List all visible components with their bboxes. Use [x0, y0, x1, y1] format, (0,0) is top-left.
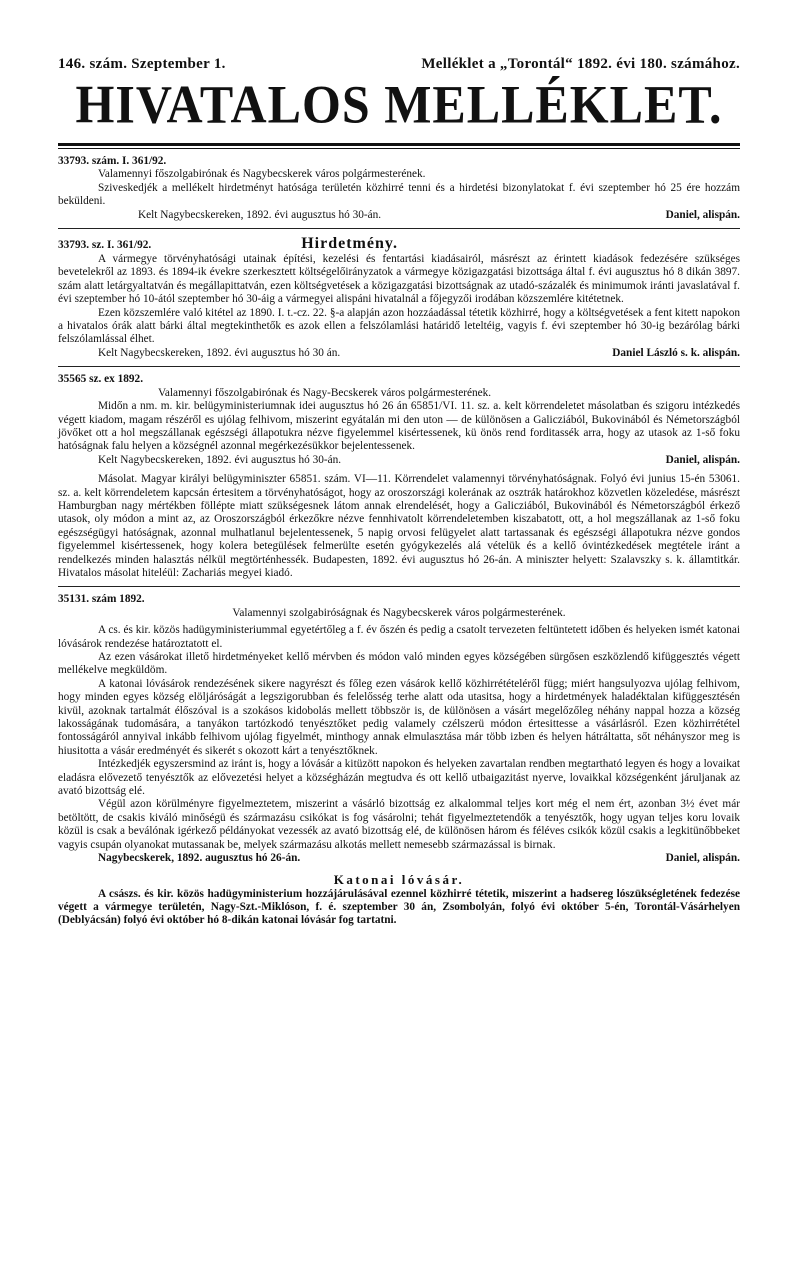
date-line: Nagybecskerek, 1892. augusztus hó 26-án. [98, 852, 301, 865]
section-title: Katonai lóvásár. [333, 871, 465, 887]
reference-number: 35131. szám 1892. [58, 593, 145, 606]
reference-number: 33793. sz. I. 361/92. [58, 239, 152, 252]
paragraph: Végül azon körülményre figyelmeztetem, miszerint a vásárló bizottság ez alkalommal teljes kort még el nem ért, azonban 3½ évet már betöltött, de csakis kiváló minőségü és származásu csikókat is fog vásárolni; tehát figyelmeztetendők a tenyésztők, hogy ugyan teljes koru lovaik közül is csak a beválónak igérkező példányokat vezessék az avató bizottság elé, de különösen három és féléves csikók közül csakis a legkitünőbbeket vagyis csupán olyanokat mutassanak be, melyek származásu alkotás mellett nemesebb származással is birnak. [58, 798, 740, 851]
section-notice-3 [58, 373, 740, 580]
addressee: Valamennyi főszolgabirónak és Nagybecskerek város polgármesterének. [98, 168, 426, 181]
paragraph: A cs. és kir. közös hadügyministeriummal egyetértőleg a f. év őszén és pedig a csatolt tervezeten feltüntetett időben és helyeken ismét katonai lóvásárok rendezése határoztatott el. [58, 624, 740, 650]
supplement-note: Melléklet a „Torontál“ 1892. évi 180. számához. [421, 56, 740, 72]
date-line: Kelt Nagybecskereken, 1892. évi augusztus hó 30-án. [98, 453, 342, 466]
paragraph: A katonai lóvásárok rendezésének sikere nagyrészt és főleg ezen vásárok kellő közhirrétételéről függ; miért hangsulyozva ujólag felhivom, hogy minden egyes község elöljáróságát a legszigorubban és felelősség terhe alatt oda utasitsa, hogy a hirdetmények haladéktalan kifüggesztésén kivül, azoknak tartalmát élőszóval is a szokásos kidobolás mellett többször is, de különösen a vásárt megelőzőleg néhány nappal hozza a község lakosságának tudomására, a tanyákon tartózkodó tenyésztőket pedig valamely czélszerü módon értesittesse a vásárlásról. Ezen közhirrététel fontosságáról annyival inkább felhivom ujólag figyelmét, minthogy annak elmulasztása már több izben és helyen hátráltatta, sőt néhányszor meg is hiusitotta a vásár eredményét és sikerét s okozott kárt a tenyésztőknek. [58, 677, 740, 757]
paragraph: Intézkedjék egyszersmind az iránt is, hogy a lóvásár a kitüzött napokon és helyeken zavartalan rendben megtartható legyen és hogy a lovaikat eladásra elővezető tenyésztők az elővezetési helyet a községházán megtudva és ott kellő utbaigazitást nyerve, lovaikkal községenként járuljanak az avató bizottság elé. [58, 758, 740, 798]
paragraph: Sziveskedjék a mellékelt hirdetményt hatósága területén közhirré tenni és a hirdetési bizonylatokat f. évi szeptember hó 25 ére hozzám beküldeni. [58, 181, 740, 208]
date-line: Kelt Nagybecskereken, 1892. évi augusztus hó 30-án. [138, 208, 382, 221]
signature-line [58, 852, 740, 865]
masthead-title: HIVATALOS MELLÉKLET. [75, 73, 723, 135]
signer: Daniel, alispán. [665, 852, 740, 865]
section-divider [58, 228, 740, 229]
issue-number: 146. szám. Szeptember 1. [58, 56, 226, 72]
masthead-rule [58, 143, 740, 146]
paragraph: Midőn a nm. m. kir. belügyministeriumnak idei augusztus hó 26 án 65851/VI. 11. sz. a. kelt körrendeletet másolatban és szigoru intézkedés végett kiadom, magam részéről es ujólag felhivom, miszerint egyátalán mi den uton — de különösen a Galicziából, Bukovinából és Németországból jövőket ott a hol megszállanak egészségi állapotukra nézve figyelemmel kisértessenek, kü önös rend forditassék arra, hogy az utasok az 1-ső foku hatóságnak falu helyen a községnél azonnal megérkezésükkor bejelentessenek. [58, 400, 740, 453]
paragraph: A vármegye törvényhatósági utainak építési, kezelési és fentartási kiadásairól, másrészt az érintett kiadások fedezésére szükséges bevetelekről az 1893. és 1894-ik évekre szerkesztett költségelőirányzatok a vármegye közigazgatási bizottsága által f. évi augusztus hó 8 dikán 3897. szám alatt letárgyaltatván és megállapittatván, ezen költségvetések a közigazgatási bizottságnak az utadó-százalék és minimumok iránti javaslatával f. évi szeptember hó 10-ától szeptember hó 30-áig a vármegyei alispáni hivatalnál a főjegyzői irodában közszemlére kitétetnek. [58, 253, 740, 306]
signature-line [58, 209, 740, 222]
addressee: Valamennyi főszolgabirónak és Nagy-Becskerek város polgármesterének. [158, 386, 492, 399]
signature-line [58, 454, 740, 467]
section-notice-1 [58, 155, 740, 222]
section-katonai-lovasar [58, 872, 740, 928]
paragraph: Az ezen vásárokat illető hirdetményeket kellő mérvben és módon való minden egyes községében sürgősen eszközlendő kifüggesztés végett mellékelve megküldöm. [58, 651, 740, 677]
section-notice-4 [58, 593, 740, 865]
signer: Daniel, alispán. [665, 208, 740, 221]
section-hirdetmeny [58, 235, 740, 360]
paragraph: Ezen közszemlére való kitétel az 1890. I. t.-cz. 22. §-a alapján azon hozzáadással tétetik közhirré, hogy a költségvetések a fent kitett napokon a hivatalos órák alatt bárki által megtekinthetők es azok ellen a felszólamlási határidő leteltéig, vagyis f. évi szeptember hó 30-ig bezárólag bárki felszólamlással élhet. [58, 306, 740, 346]
date-line: Kelt Nagybecskereken, 1892. évi augusztus hó 30 án. [98, 346, 341, 359]
paragraph-copy: Másolat. Magyar királyi belügyminiszter 65851. szám. VI—11. Körrendelet valamennyi törvényhatóságnak. Folyó évi junius 15-én 53061. sz. a. kelt körrendeletem kapcsán értesitem a törvényhatóságot, hogy az oroszországi kolerának az osztrák határokhoz közvetlen közeledése, másrészt Hamburgban nagy mértékben föllépte miatt szükségesnek látom annak elrendelését, hogy a Galicziából, Bukovinából és Németországból érkező utasok, oly módon a mint az, az Oroszországból érkezőkre nézve fennhivatolt körrendeletemben kiszabatott, ott, a hol megszállanak az 1-ső foku egészségügyi hatóságnak, azonnal mulhatlanul bejelentessenek, 5 napig orvosi felügyelet alatt tartassanak és egészségi állapotukra nézve gondos figyelemmel kisértessenek, hogy kolera betegülések felmerülte esetén gyógykezelés alá vételük és a kellő óvintézkedések megtétele iránt a rendelkezés minden halasztás nélkül megtörténhessék. Budapesten, 1892. évi augusztus hó 26-án. A miniszter helyett: Szalavszky s. k. államtitkár. Hivatalos másolat hiteléül: Zachariás megyei kiadó. [58, 473, 740, 579]
reference-number: 33793. szám. I. 361/92. [58, 155, 167, 167]
page-header [58, 0, 740, 73]
signer: Daniel László s. k. alispán. [612, 346, 740, 359]
section-divider [58, 586, 740, 587]
paragraph: A császs. és kir. közös hadügyministerium hozzájárulásával ezennel közhirré tétetik, miszerint a hadsereg lószükségletének fedezése végett a vármegye területén, Nagy-Szt.-Miklóson, f. é. szeptember 30 án, Zsombolyán, folyó évi október 5-én, Torontál-Vásárhelyen (Deblyácsán) folyó évi október hó 8-dikán katonai lóvásár fog tartatni. [58, 887, 740, 927]
section-divider [58, 366, 740, 367]
section-title: Hirdetmény. [301, 235, 398, 253]
addressee: Valamennyi szolgabiróságnak és Nagybecskerek város polgármesterének. [232, 606, 566, 619]
signer: Daniel, alispán. [665, 453, 740, 466]
signature-line [58, 347, 740, 360]
reference-number: 35565 sz. ex 1892. [58, 373, 144, 386]
